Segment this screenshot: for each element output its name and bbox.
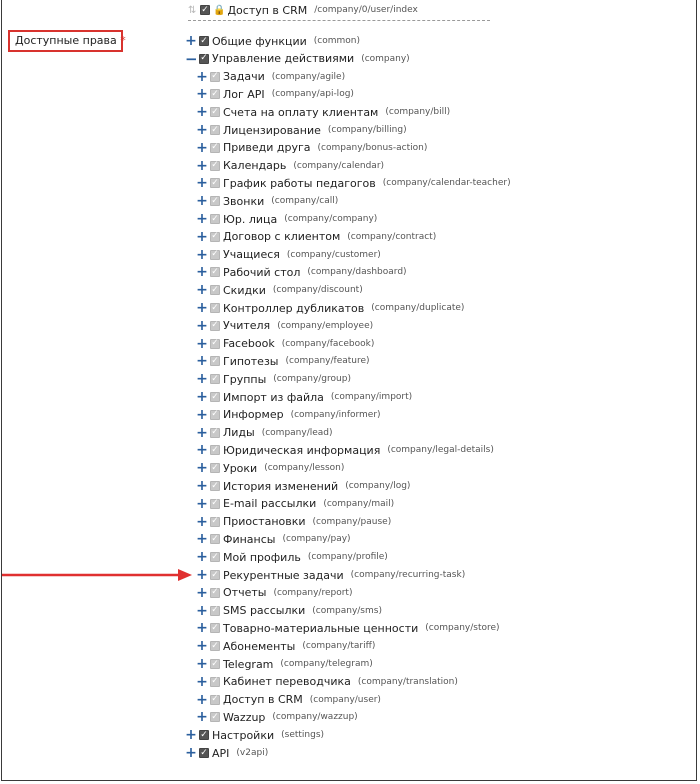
checkbox-checked[interactable]: ✓ xyxy=(211,516,219,527)
item-code: (company/legal-details) xyxy=(387,445,494,456)
item-code: (company/telegram) xyxy=(280,659,373,669)
item-code: (company/employee) xyxy=(277,320,374,331)
tree-item[interactable] xyxy=(185,32,360,50)
item-code: (company/calendar-teacher) xyxy=(382,178,511,189)
sort-icon[interactable]: ⇅ xyxy=(188,4,197,16)
checkbox-checked[interactable]: ✓ xyxy=(211,676,219,687)
checkbox-checked[interactable]: ✓ xyxy=(211,444,219,455)
item-code: (company/tariff) xyxy=(302,641,376,652)
checkbox-checked[interactable]: ✓ xyxy=(211,124,219,135)
checkbox-checked[interactable]: ✓ xyxy=(211,694,219,705)
checkbox-checked[interactable]: ✓ xyxy=(211,284,219,295)
item-name: Учащиеся xyxy=(223,248,280,262)
tree-item[interactable] xyxy=(196,370,351,388)
expand-icon[interactable]: + xyxy=(196,246,208,263)
checkbox-checked[interactable]: ✓ xyxy=(211,640,219,651)
expand-icon[interactable]: + xyxy=(196,86,208,103)
item-name: Импорт из файла xyxy=(223,390,324,404)
item-code: (company/lead) xyxy=(261,427,333,438)
tree-item[interactable] xyxy=(196,228,436,246)
tree-item[interactable] xyxy=(196,246,381,264)
item-name: Финансы xyxy=(223,532,276,546)
tree-item[interactable] xyxy=(196,121,407,139)
item-code: (company) xyxy=(361,53,410,64)
expand-icon[interactable]: + xyxy=(196,353,208,370)
checkbox-checked[interactable]: ✓ xyxy=(200,747,208,758)
checkbox-checked[interactable]: ✓ xyxy=(211,213,219,224)
collapse-icon[interactable]: − xyxy=(185,49,198,68)
tree-item[interactable] xyxy=(196,655,373,673)
tree-item[interactable] xyxy=(185,726,324,744)
expand-icon[interactable]: + xyxy=(196,406,208,423)
item-code: (company/dashboard) xyxy=(307,267,407,278)
item-name: Учителя xyxy=(223,319,271,333)
item-name: Договор с клиентом xyxy=(223,230,341,244)
tree-item[interactable] xyxy=(196,335,374,353)
item-code: (company/bill) xyxy=(385,107,451,118)
tree-item[interactable] xyxy=(196,85,354,103)
item-name: SMS рассылки xyxy=(223,604,306,618)
expand-icon[interactable]: + xyxy=(196,460,208,477)
expand-icon[interactable]: + xyxy=(196,317,208,334)
checkbox-checked[interactable]: ✓ xyxy=(211,462,219,473)
expand-icon[interactable]: + xyxy=(196,264,208,281)
item-name: Информер xyxy=(223,408,284,422)
item-code: (company/pause) xyxy=(312,516,392,527)
tree-item[interactable] xyxy=(196,459,344,477)
expand-icon[interactable]: + xyxy=(196,139,208,156)
expand-icon[interactable]: + xyxy=(196,620,208,637)
expand-icon[interactable]: + xyxy=(196,495,208,512)
item-name: Уроки xyxy=(223,461,258,475)
checkbox-checked[interactable]: ✓ xyxy=(200,729,208,740)
item-name: API xyxy=(212,746,230,760)
expand-icon[interactable]: + xyxy=(196,531,208,548)
item-name: Приведи друга xyxy=(223,141,311,155)
expand-icon[interactable]: + xyxy=(196,656,208,672)
checkbox-checked[interactable]: ✓ xyxy=(211,533,219,544)
permissions-panel xyxy=(1,0,697,781)
item-code: (company/contract) xyxy=(347,231,437,242)
item-code: (company/customer) xyxy=(286,249,381,260)
tree-item[interactable] xyxy=(196,157,384,175)
item-name: Доступ в CRM xyxy=(227,3,308,17)
tree-item[interactable] xyxy=(196,495,394,513)
expand-icon[interactable]: + xyxy=(196,638,208,655)
item-code: (company/billing) xyxy=(327,125,407,135)
checkbox-checked[interactable]: ✓ xyxy=(211,373,219,384)
item-name: Приостановки xyxy=(223,515,306,529)
checkbox-checked[interactable]: ✓ xyxy=(211,338,219,349)
item-name: Facebook xyxy=(223,337,275,351)
expand-icon[interactable]: + xyxy=(196,157,208,174)
item-name: Отчеты xyxy=(223,586,267,600)
item-code: (company/recurring-task) xyxy=(350,570,466,580)
expand-icon[interactable]: + xyxy=(196,211,208,227)
item-code: (company/import) xyxy=(330,392,413,402)
tree-item[interactable] xyxy=(196,708,358,726)
expand-icon[interactable]: + xyxy=(196,673,208,690)
item-code: (company/log) xyxy=(345,481,411,491)
item-code: (company/sms) xyxy=(312,605,382,616)
checkbox-checked[interactable]: ✓ xyxy=(211,622,219,633)
available-permissions-label xyxy=(8,30,126,52)
item-name: Telegram xyxy=(223,657,274,671)
item-name: Гипотезы xyxy=(223,354,279,368)
checkbox-checked[interactable]: ✓ xyxy=(211,231,219,242)
checkbox-checked[interactable]: ✓ xyxy=(200,35,208,46)
item-code: (company/calendar) xyxy=(293,160,385,171)
checkbox-checked[interactable]: ✓ xyxy=(211,88,219,99)
item-code: (company/report) xyxy=(273,587,353,598)
tree-item[interactable] xyxy=(196,530,351,548)
expand-icon[interactable]: + xyxy=(196,228,208,245)
tree-item[interactable] xyxy=(185,744,268,762)
checkbox-checked[interactable]: ✓ xyxy=(211,302,219,313)
item-code: (company/translation) xyxy=(357,676,458,687)
tree-item[interactable] xyxy=(196,68,345,86)
item-code: (company/bonus-action) xyxy=(317,142,428,153)
expand-icon[interactable]: + xyxy=(196,68,208,85)
expand-icon[interactable]: + xyxy=(196,282,208,299)
tree-item[interactable] xyxy=(196,299,464,317)
item-code: (company/feature) xyxy=(285,356,370,367)
item-code: (company/facebook) xyxy=(281,338,375,349)
item-name: Лицензирование xyxy=(223,123,321,137)
tree-item[interactable] xyxy=(196,281,363,299)
tree-item[interactable] xyxy=(196,513,391,531)
item-name: Лог API xyxy=(223,87,265,101)
tree-item[interactable] xyxy=(196,263,407,281)
checkbox-checked[interactable]: ✓ xyxy=(211,498,219,509)
tree-item[interactable] xyxy=(196,406,381,424)
item-code: (company/lesson) xyxy=(264,463,345,474)
item-code: (company/pay) xyxy=(282,534,351,545)
tree-item[interactable] xyxy=(196,317,373,335)
expand-icon[interactable]: + xyxy=(196,335,208,352)
item-name: Кабинет переводчика xyxy=(223,675,351,689)
expand-icon[interactable]: + xyxy=(196,389,208,405)
checkbox-checked[interactable]: ✓ xyxy=(211,249,219,260)
item-name: Wazzup xyxy=(223,710,266,724)
item-code: (company/agile) xyxy=(271,71,346,82)
expand-icon[interactable]: + xyxy=(196,584,208,601)
expand-icon[interactable]: + xyxy=(196,709,208,726)
checkbox-checked[interactable]: ✓ xyxy=(211,177,219,188)
checkbox-checked[interactable]: ✓ xyxy=(211,587,219,598)
expand-icon[interactable]: + xyxy=(185,33,197,49)
item-code: (v2api) xyxy=(236,748,269,758)
expand-icon[interactable]: + xyxy=(196,104,208,121)
tree-item[interactable] xyxy=(196,139,427,157)
expand-icon[interactable]: + xyxy=(196,602,208,619)
item-name: Календарь xyxy=(223,159,287,173)
item-name: Настройки xyxy=(212,728,275,742)
checkbox-checked[interactable]: ✓ xyxy=(200,53,208,64)
item-code: (company/store) xyxy=(425,623,500,634)
checkbox-checked[interactable]: ✓ xyxy=(211,480,219,491)
item-name: Задачи xyxy=(223,70,265,84)
tree-item[interactable] xyxy=(196,192,338,210)
checkbox-checked[interactable]: ✓ xyxy=(211,605,219,616)
expand-icon[interactable]: + xyxy=(196,513,208,530)
tree-item[interactable] xyxy=(196,477,410,495)
checkbox-checked[interactable]: ✓ xyxy=(211,160,219,171)
item-name: Рабочий стол xyxy=(223,265,301,279)
item-name: Юридическая информация xyxy=(223,443,381,457)
item-name: Абонементы xyxy=(223,639,296,653)
divider xyxy=(188,20,490,21)
tree-item[interactable] xyxy=(196,103,450,121)
checkbox-checked[interactable]: ✓ xyxy=(211,711,219,722)
item-name: Счета на оплату клиентам xyxy=(223,105,379,119)
tree-item[interactable] xyxy=(196,424,333,442)
item-code: (company/company) xyxy=(284,214,378,224)
tree-item[interactable] xyxy=(196,584,352,602)
item-name: Скидки xyxy=(223,283,266,297)
checkbox-checked[interactable]: ✓ xyxy=(211,195,219,206)
item-code: (company/discount) xyxy=(272,285,363,296)
item-name: График работы педагогов xyxy=(223,176,376,190)
item-name: Группы xyxy=(223,372,267,386)
checkbox-checked[interactable]: ✓ xyxy=(211,551,219,562)
expand-icon[interactable]: + xyxy=(196,371,208,388)
checkbox-checked[interactable]: ✓ xyxy=(211,71,219,82)
item-code: (company/profile) xyxy=(307,552,388,563)
item-code: (company/mail) xyxy=(323,498,395,509)
tree-item[interactable] xyxy=(196,637,375,655)
item-name: Товарно-материальные ценности xyxy=(223,621,419,635)
tree-item[interactable] xyxy=(196,441,494,459)
item-code: (company/api-log) xyxy=(271,89,354,100)
expand-icon[interactable]: + xyxy=(196,478,208,494)
expand-icon[interactable]: + xyxy=(196,122,208,138)
expand-icon[interactable]: + xyxy=(196,424,208,441)
required-mark: * xyxy=(120,34,126,47)
tree-item[interactable] xyxy=(185,50,410,68)
item-name: Доступ в CRM xyxy=(223,693,303,707)
tree-item[interactable] xyxy=(196,388,412,406)
item-name: История изменений xyxy=(223,479,339,493)
item-name: Управление действиями xyxy=(212,52,355,66)
tree-item[interactable] xyxy=(196,619,500,637)
tree-item[interactable] xyxy=(196,174,511,192)
item-code: (company/user) xyxy=(309,694,381,705)
item-name: Контроллер дубликатов xyxy=(223,301,365,315)
expand-icon[interactable]: + xyxy=(196,549,208,566)
expand-icon[interactable]: + xyxy=(196,567,208,583)
item-code: (company/informer) xyxy=(290,409,381,420)
checkbox-checked[interactable]: ✓ xyxy=(211,142,219,153)
item-code: (company/duplicate) xyxy=(371,303,465,313)
checkbox-checked[interactable]: ✓ xyxy=(211,320,219,331)
tree-item[interactable] xyxy=(196,691,381,709)
tree-item-crm-access-top[interactable] xyxy=(188,1,418,19)
expand-icon[interactable]: + xyxy=(196,193,208,210)
tree-item[interactable] xyxy=(196,673,458,691)
lock-icon: 🔒 xyxy=(213,4,226,16)
tree-item[interactable] xyxy=(196,566,465,584)
expand-icon[interactable]: + xyxy=(185,745,197,761)
tree-item[interactable] xyxy=(196,352,370,370)
checkbox-checked[interactable]: ✓ xyxy=(211,266,219,277)
item-code: (company/call) xyxy=(271,196,339,207)
checkbox-checked[interactable]: ✓ xyxy=(211,569,219,580)
item-name: Лиды xyxy=(223,426,255,440)
field-label-text: Доступные права xyxy=(15,34,117,47)
checkbox-checked[interactable]: ✓ xyxy=(201,4,209,15)
item-code: /company/0/user/index xyxy=(314,5,418,15)
expand-icon[interactable]: + xyxy=(196,691,208,708)
checkbox-checked[interactable]: ✓ xyxy=(211,355,219,366)
expand-icon[interactable]: + xyxy=(196,175,208,192)
item-name: Мой профиль xyxy=(223,550,301,564)
item-code: (company/wazzup) xyxy=(272,712,358,723)
checkbox-checked[interactable]: ✓ xyxy=(211,427,219,438)
item-name: Юр. лица xyxy=(223,212,278,226)
item-name: E-mail рассылки xyxy=(223,497,317,511)
tree-item[interactable] xyxy=(196,602,382,620)
expand-icon[interactable]: + xyxy=(196,442,208,459)
tree-item[interactable] xyxy=(196,548,388,566)
checkbox-checked[interactable]: ✓ xyxy=(211,106,219,117)
item-code: (company/group) xyxy=(273,374,351,385)
item-name: Общие функции xyxy=(212,34,307,48)
annotation-arrow-icon xyxy=(2,568,192,582)
item-code: (settings) xyxy=(281,730,325,741)
item-name: Звонки xyxy=(223,194,265,208)
expand-icon[interactable]: + xyxy=(185,727,197,744)
item-name: Рекурентные задачи xyxy=(223,568,344,582)
checkbox-checked[interactable]: ✓ xyxy=(211,658,219,669)
expand-icon[interactable]: + xyxy=(196,300,208,316)
tree-item[interactable] xyxy=(196,210,377,228)
checkbox-checked[interactable]: ✓ xyxy=(211,391,219,402)
item-code: (common) xyxy=(313,36,360,46)
checkbox-checked[interactable]: ✓ xyxy=(211,409,219,420)
